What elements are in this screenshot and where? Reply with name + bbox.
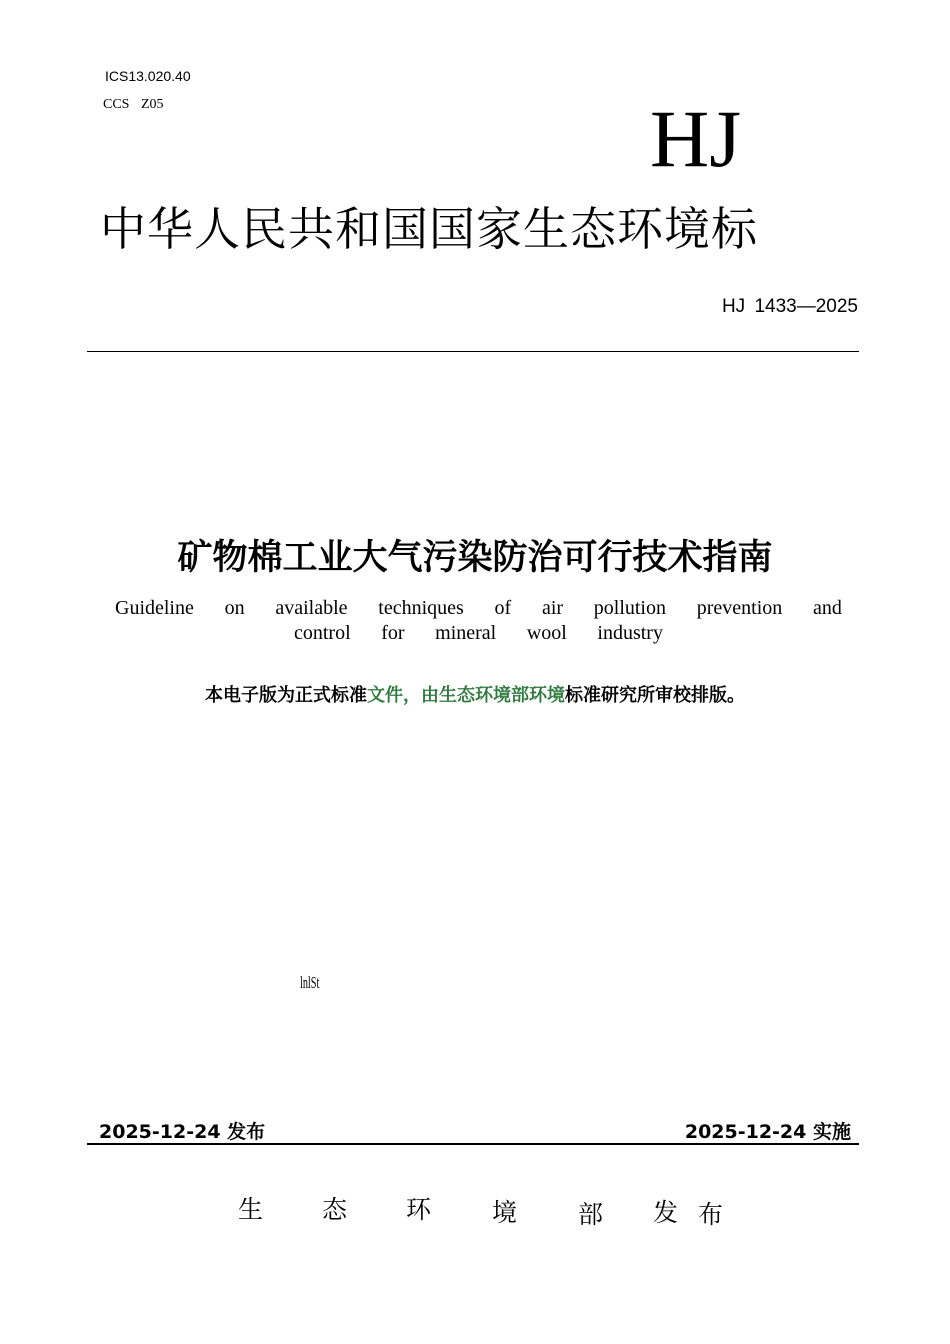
electronic-version-notice xyxy=(0,681,950,707)
standard-category-title: 中华人民共和国国家生态环境标 xyxy=(100,202,758,256)
notice-text: 标准研究所审校排版。 xyxy=(565,685,745,706)
top-divider xyxy=(87,351,859,352)
title-en-word: wool xyxy=(526,622,567,644)
title-en-word: on xyxy=(224,597,245,619)
ics-code: ICS13.020.40 xyxy=(105,68,191,84)
publisher-char: 部 xyxy=(578,1200,604,1229)
publisher-char: 环 xyxy=(406,1195,432,1224)
title-en-word: industry xyxy=(597,622,663,644)
implementation-date: 2025-12-24 实施 xyxy=(684,1121,851,1143)
stray-mark: lnlSt xyxy=(300,973,320,992)
notice-highlight: 文件，由生态环境部环境 xyxy=(367,685,565,706)
publisher-char: 布 xyxy=(698,1200,724,1229)
title-en-word: available xyxy=(275,597,348,619)
title-en-word: for xyxy=(381,622,405,644)
publisher-char: 境 xyxy=(492,1198,518,1227)
publisher-char: 生 xyxy=(238,1195,264,1224)
title-en-word: of xyxy=(494,597,512,619)
title-en-word: Guideline xyxy=(115,597,194,619)
title-en-word: prevention xyxy=(696,597,783,619)
ccs-code: CCS Z05 xyxy=(103,97,164,112)
title-en-word: and xyxy=(813,597,842,619)
notice-text: 本电子版为正式标准 xyxy=(205,685,367,706)
issue-date: 2025-12-24 发布 xyxy=(99,1121,266,1143)
document-title-cn: 矿物棉工业大气污染防治可行技术指南 xyxy=(177,538,773,578)
title-en-word: mineral xyxy=(435,622,497,644)
standard-number: HJ 1433—2025 xyxy=(721,296,858,317)
title-en-word: air xyxy=(541,597,564,619)
title-en-word: techniques xyxy=(378,597,464,619)
document-title-en-line2 xyxy=(294,622,663,645)
title-en-word: pollution xyxy=(593,597,666,619)
publisher-char: 发 xyxy=(653,1198,679,1227)
publisher-char: 态 xyxy=(322,1195,348,1224)
document-title-en-line1 xyxy=(115,597,842,620)
title-en-word: control xyxy=(294,622,351,644)
bottom-divider xyxy=(87,1143,859,1145)
hj-mark: HJ xyxy=(650,93,742,184)
